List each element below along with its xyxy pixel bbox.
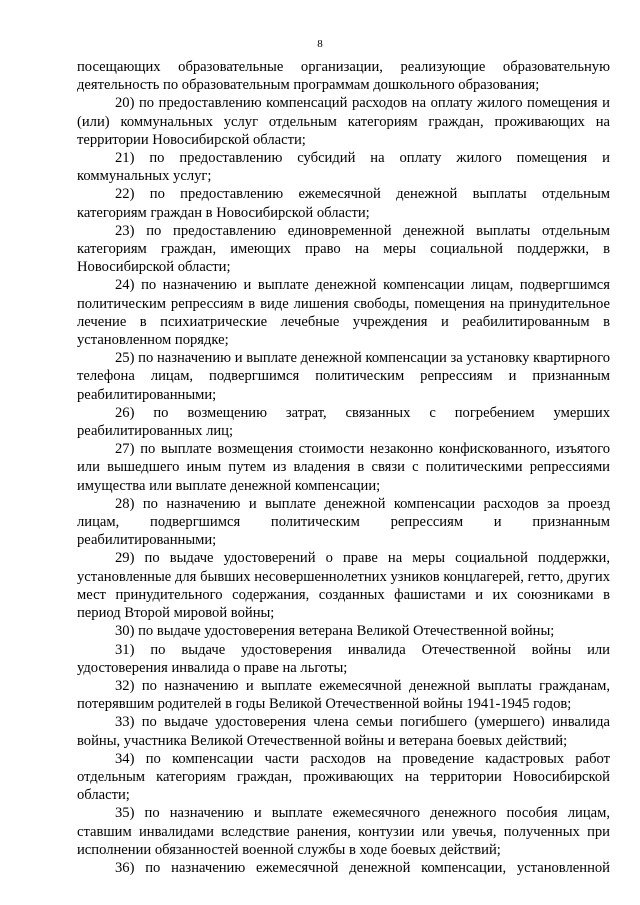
document-body xyxy=(77,58,610,877)
page-number: 8 xyxy=(317,38,323,50)
list-item-33: 33) по выдаче удостоверения члена семьи погибшего (умершего) инвалида войны, участника Великой Отечественной войны и ветерана боевых действий; xyxy=(77,714,610,749)
list-item-26: 26) по возмещению затрат, связанных с погребением умерших реабилитированных лиц; xyxy=(77,404,610,440)
list-item-28: 28) по назначению и выплате денежной компенсации расходов за проезд лицам, подвергшимся политическим репрессиям и признанным реабилитированными; xyxy=(77,495,610,549)
list-item-25: 25) по назначению и выплате денежной компенсации за установку квартирного телефона лицам, подвергшимся политическим репрессиям и признанным реабилитированными; xyxy=(77,350,610,403)
list-item-20: 20) по предоставлению компенсаций расходов на оплату жилого помещения и (или) коммунальных услуг отдельным категориям граждан, проживающих на территории Новосибирской области; xyxy=(77,95,610,148)
list-item-35: 35) по назначению и выплате ежемесячного денежного пособия лицам, ставшим инвалидами вследствие ранения, контузии или увечья, полученных при исполнении обязанностей военной службы в ходе боевых действий; xyxy=(77,805,610,858)
list-item-23: 23) по предоставлению единовременной денежной выплаты отдельным категориям граждан, имеющих право на меры социальной поддержки, в Новосибирской области; xyxy=(77,222,610,276)
paragraph: посещающих образовательные организации, реализующие образовательную деятельность по образовательным программам дошкольного образования; xyxy=(77,59,610,94)
list-item-31: 31) по выдаче удостоверения инвалида Отечественной войны или удостоверения инвалида о праве на льготы; xyxy=(77,641,610,676)
list-item-34: 34) по компенсации части расходов на проведение кадастровых работ отдельным категориям граждан, проживающих на территории Новосибирской области; xyxy=(77,750,610,804)
list-item-21: 21) по предоставлению субсидий на оплату жилого помещения и коммунальных услуг; xyxy=(77,150,610,185)
list-item-36: 36) по назначению ежемесячной денежной компенсации, установленной xyxy=(115,859,610,876)
list-item-30: 30) по выдаче удостоверения ветерана Великой Отечественной войны; xyxy=(115,623,555,640)
list-item-27: 27) по выплате возмещения стоимости незаконно конфискованного, изъятого или вышедшего иным путем из владения в связи с политическими репрессиями имущества или выплате денежной компенсации; xyxy=(77,441,610,494)
list-item-29: 29) по выдаче удостоверений о праве на меры социальной поддержки, установленные для бывших несовершеннолетних узников концлагерей, гетто, других мест принудительного содержания, созданных фашистами и их союзниками в период Второй мировой войны; xyxy=(77,550,610,622)
list-item-22: 22) по предоставлению ежемесячной денежной выплаты отдельным категориям граждан в Новосибирской области; xyxy=(77,186,610,221)
list-item-24: 24) по назначению и выплате денежной компенсации лицам, подвергшимся политическим репрессиям в виде лишения свободы, помещения на принудительное лечение в психиатрические лечебные учреждения и реабилитированным в установленном порядке; xyxy=(77,277,610,349)
list-item-32: 32) по назначению и выплате ежемесячной денежной выплаты гражданам, потерявшим родителей в годы Великой Отечественной войны 1941-1945 годов; xyxy=(77,677,610,713)
